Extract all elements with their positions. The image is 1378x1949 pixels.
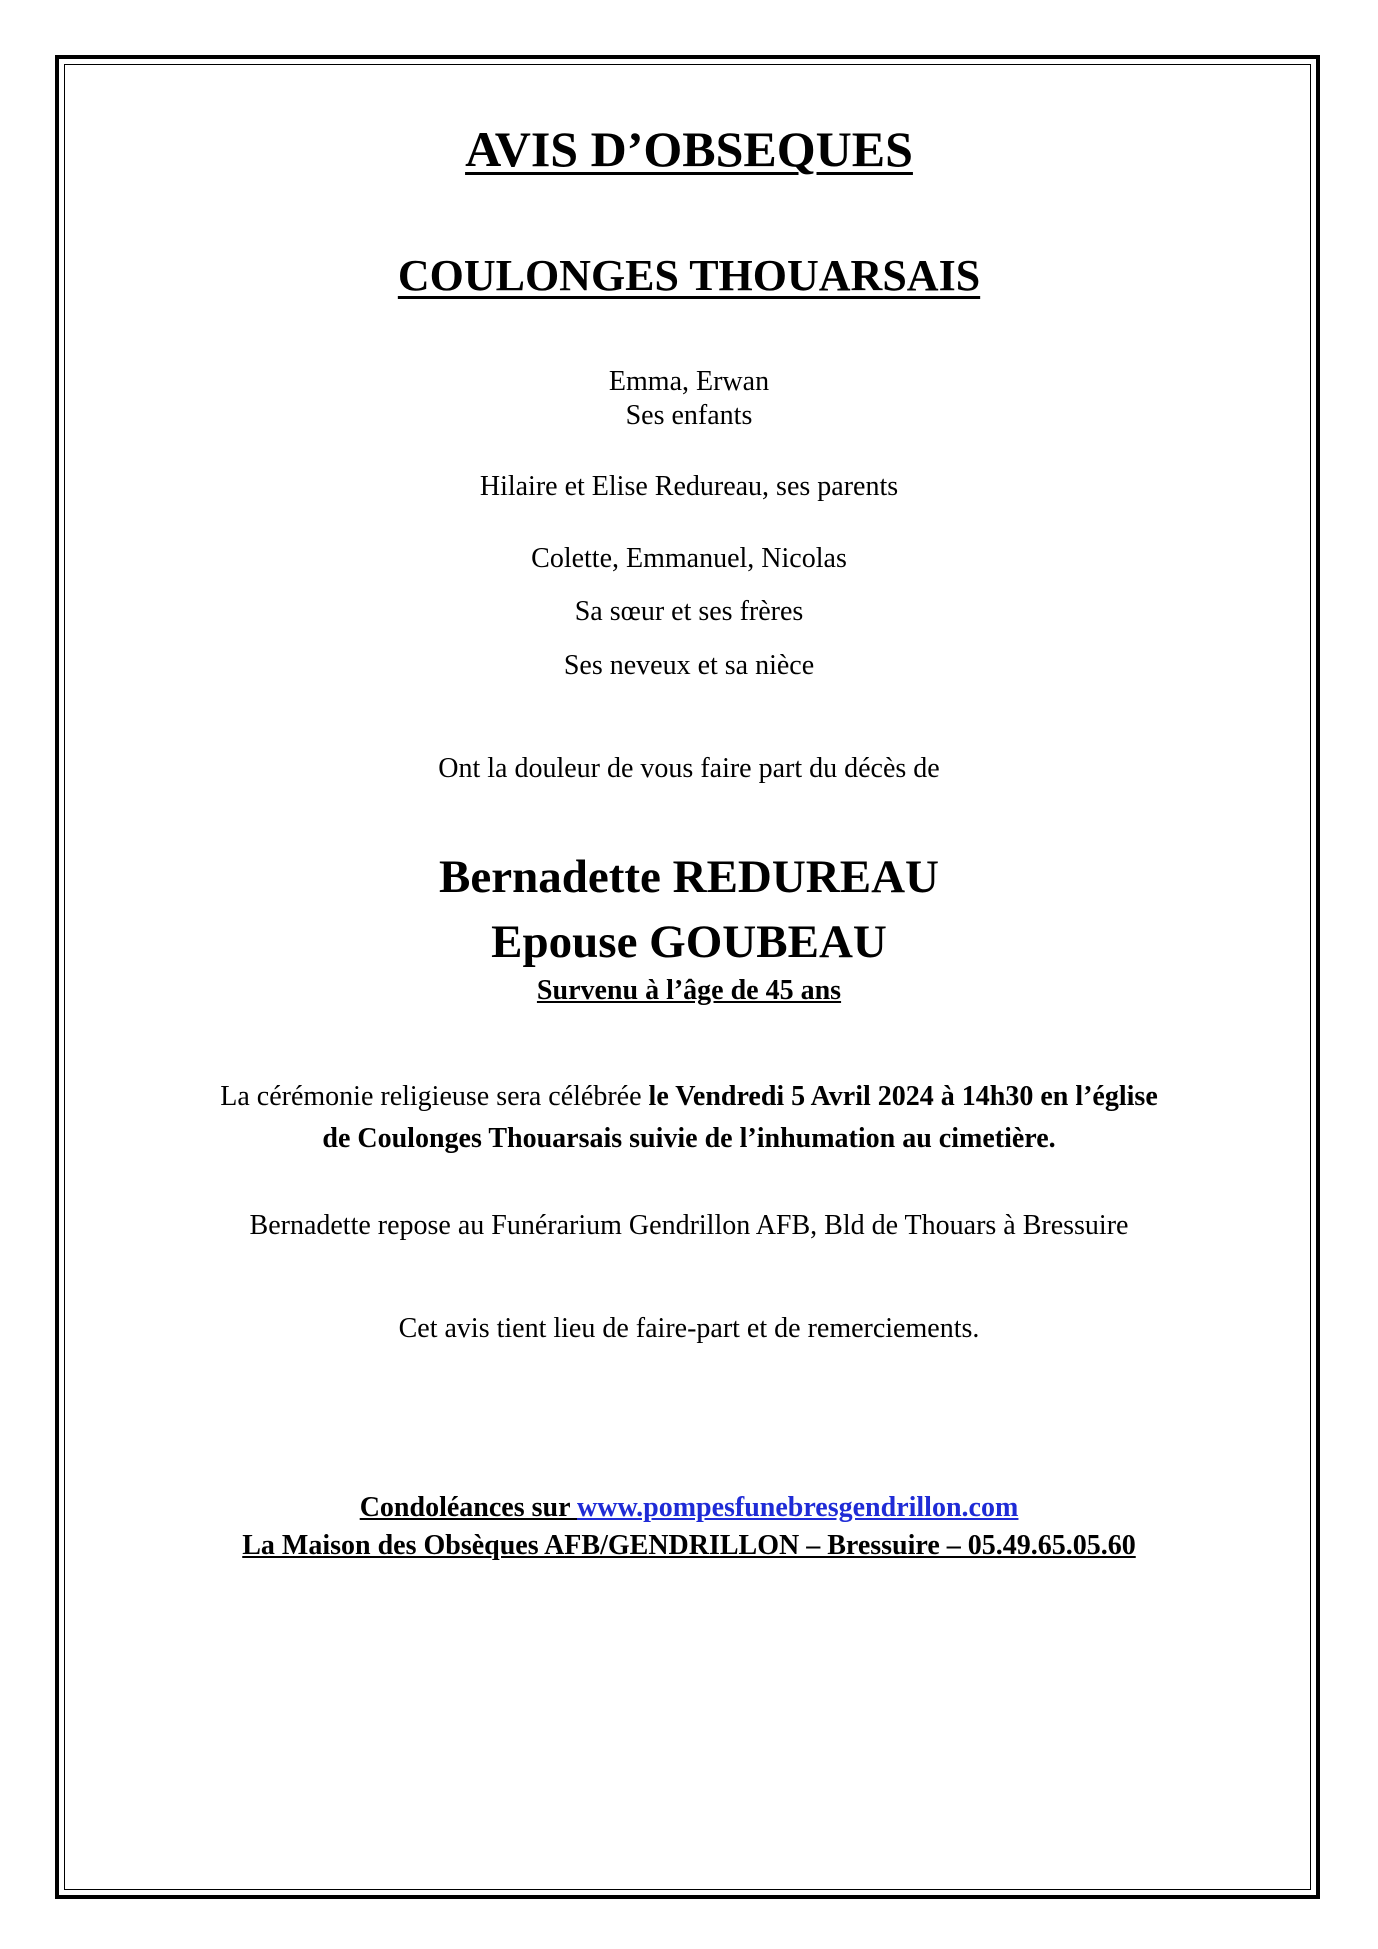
ceremony-details-2: de Coulonges Thouarsais suivie de l’inhumation au cimetière. <box>322 1123 1056 1154</box>
children-names: Emma, Erwan <box>608 366 770 397</box>
closing-line: Cet avis tient lieu de faire-part et de remerciements. <box>398 1313 980 1344</box>
age-line: Survenu à l’âge de 45 ans <box>536 975 842 1006</box>
announcement-line: Ont la douleur de vous faire part du décès de <box>438 753 940 784</box>
condolences-line <box>0 1492 1378 1524</box>
siblings-label: Sa sœur et ses frères <box>574 596 804 627</box>
deceased-name: Bernadette REDUREAU <box>439 851 939 903</box>
town-heading: COULONGES THOUARSAIS <box>397 251 981 300</box>
company-line: La Maison des Obsèques AFB/GENDRILLON – Bressuire – 05.49.65.05.60 <box>242 1530 1136 1561</box>
spouse-line: Epouse GOUBEAU <box>491 916 887 968</box>
ceremony-line-1 <box>0 1081 1378 1113</box>
ceremony-intro: La cérémonie religieuse sera célébrée <box>220 1081 649 1112</box>
siblings-names: Colette, Emmanuel, Nicolas <box>531 543 847 574</box>
notice-title: AVIS D’OBSEQUES <box>465 121 913 177</box>
rest-place-line: Bernadette repose au Funérarium Gendrillon AFB, Bld de Thouars à Bressuire <box>249 1210 1129 1241</box>
ceremony-details-1: le Vendredi 5 Avril 2024 à 14h30 en l’église <box>648 1081 1158 1112</box>
condolences-label: Condoléances sur <box>359 1492 577 1523</box>
parents-line: Hilaire et Elise Redureau, ses parents <box>479 471 899 502</box>
children-label: Ses enfants <box>625 400 753 431</box>
nephews-line: Ses neveux et sa nièce <box>563 650 815 681</box>
website-link[interactable]: www.pompesfunebresgendrillon.com <box>577 1492 1019 1523</box>
